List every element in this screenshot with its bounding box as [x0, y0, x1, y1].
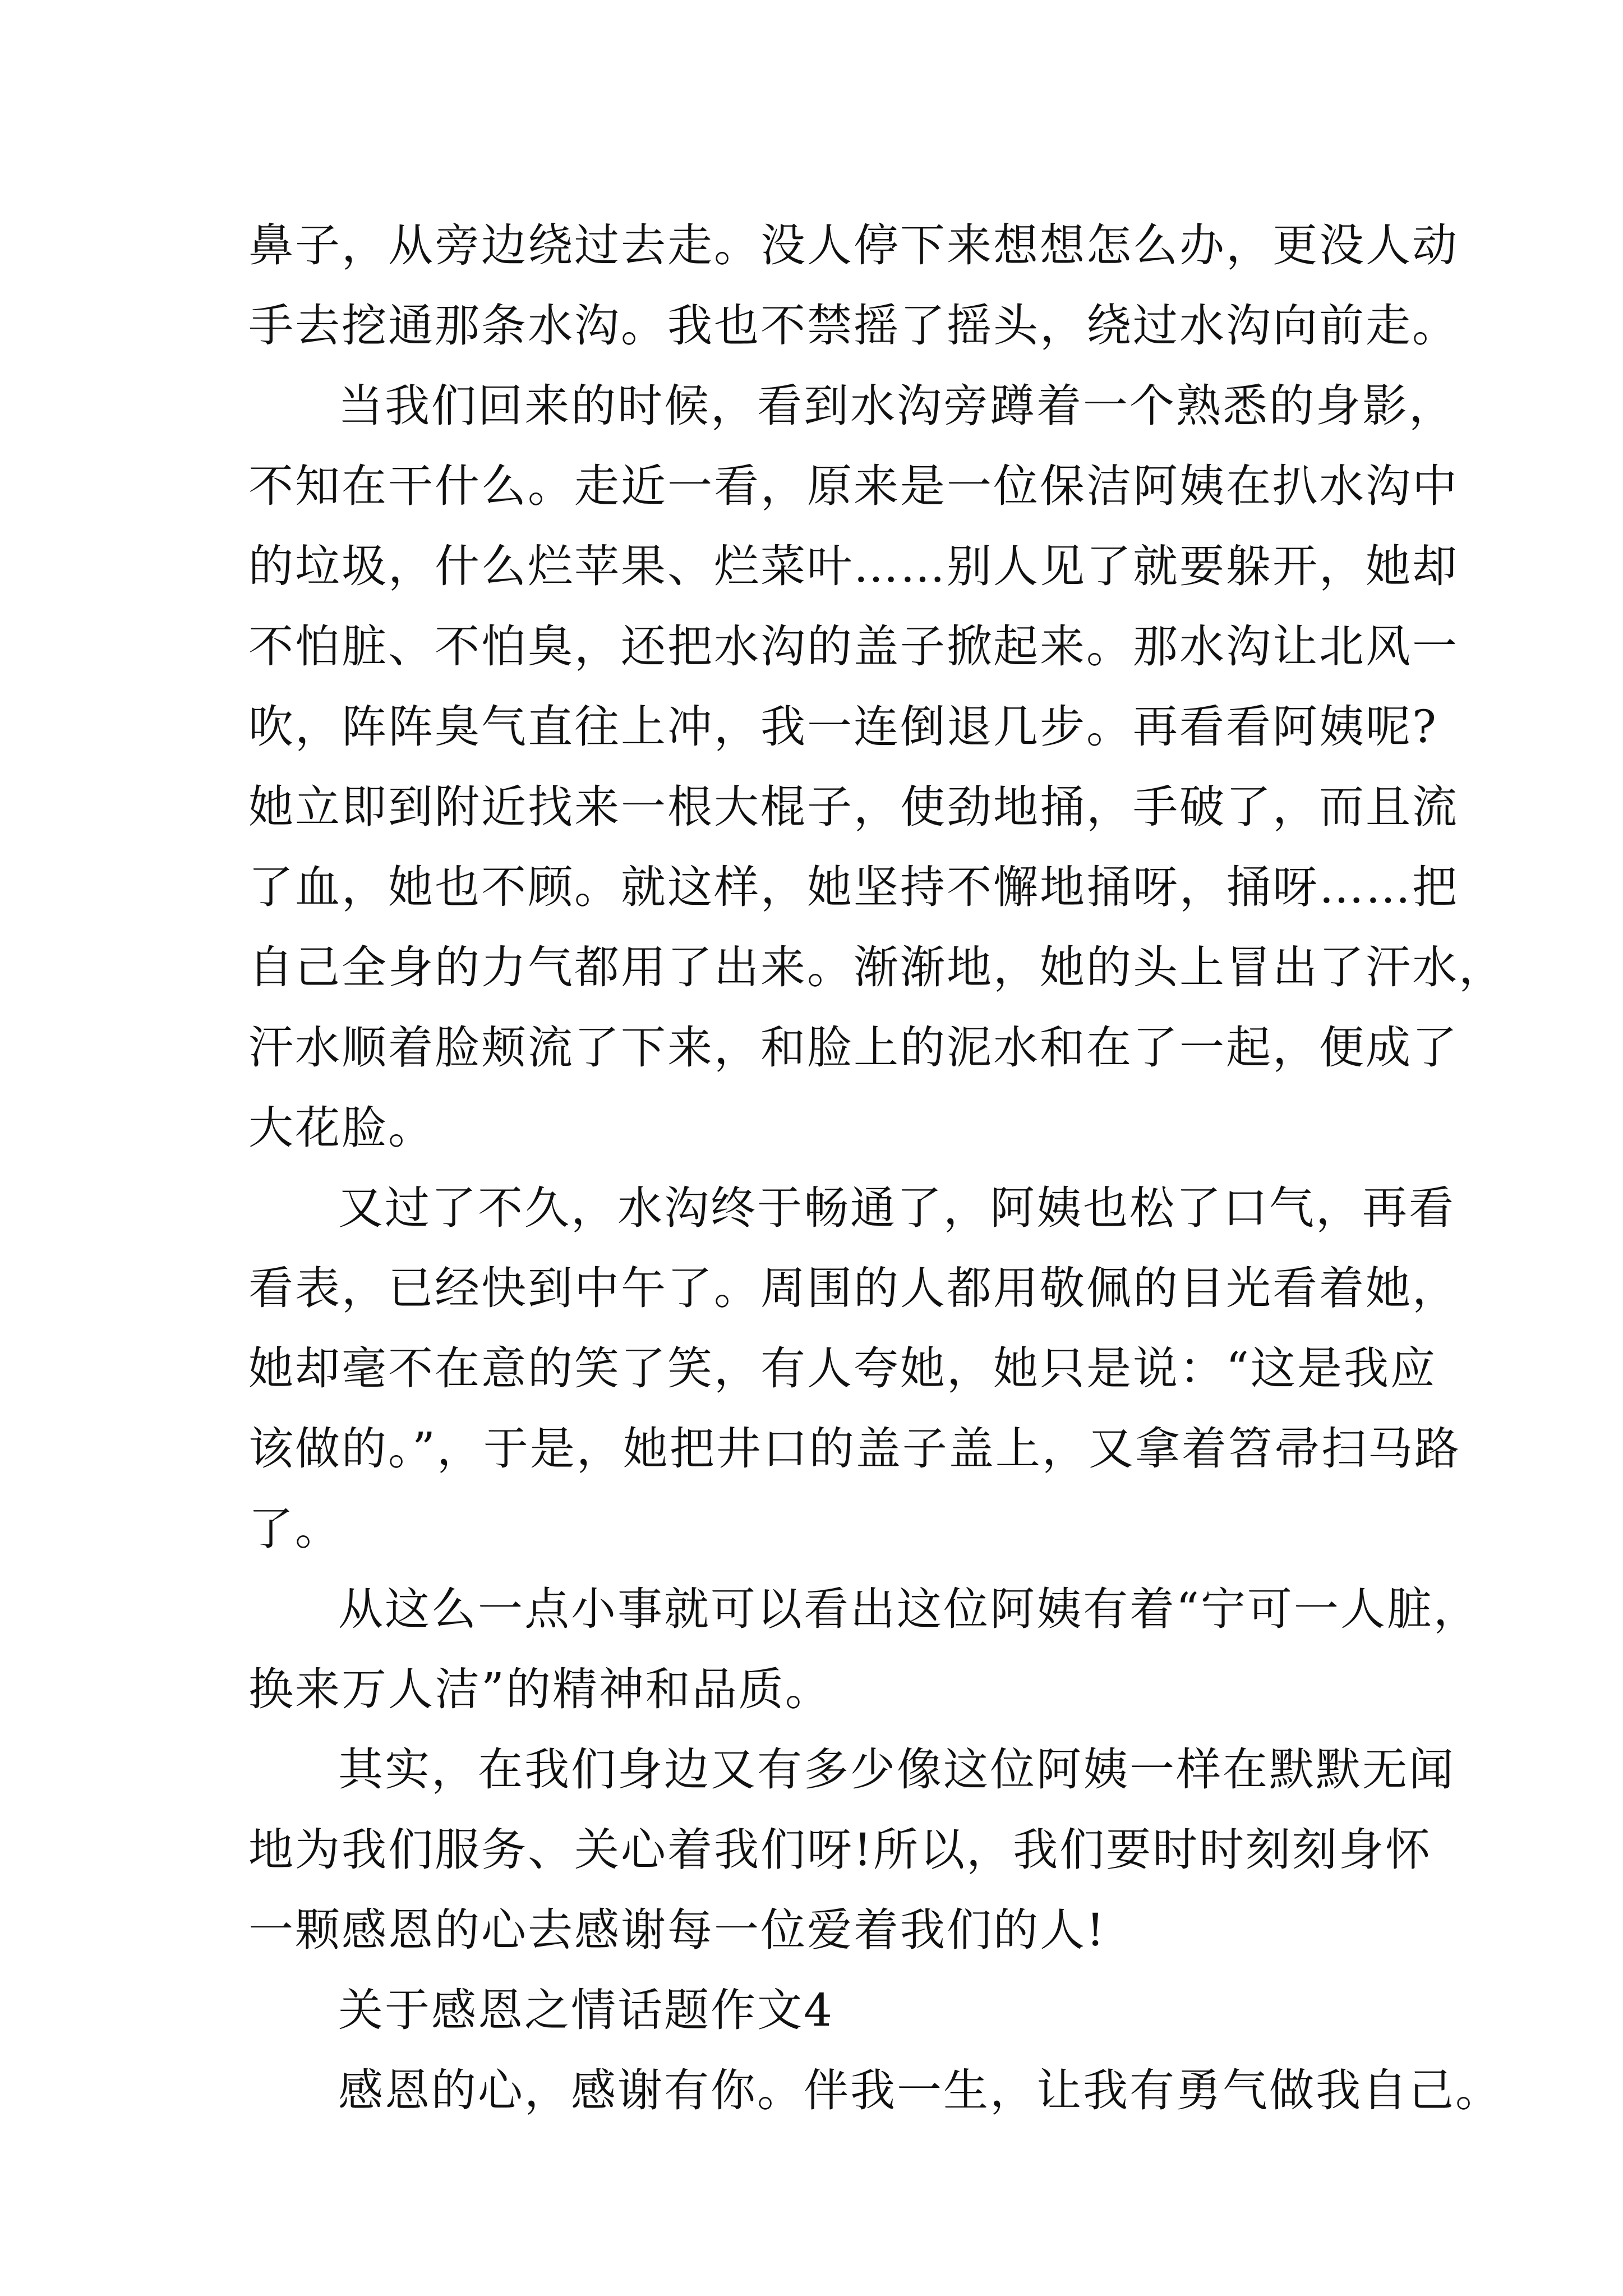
- text-line: 大花脸。: [248, 1102, 435, 1154]
- text-line: 手去挖通那条水沟。我也不禁摇了摇头，绕过水沟向前走。: [248, 300, 1459, 352]
- text-line: 了血，她也不顾。就这样，她坚持不懈地捅呀，捅呀……把: [248, 861, 1459, 913]
- text-line: 换来万人洁”的精神和品质。: [248, 1663, 832, 1715]
- paragraph-start-line: 又过了不久，水沟终于畅通了，阿姨也松了口气，再看: [338, 1182, 1455, 1234]
- text-line: 鼻子，从旁边绕过去走。没人停下来想想怎么办，更没人动: [248, 219, 1459, 272]
- text-line: 不怕脏、不怕臭，还把水沟的盖子掀起来。那水沟让北风一: [248, 620, 1459, 673]
- paragraph-start-line: 其实，在我们身边又有多少像这位阿姨一样在默默无闻: [338, 1743, 1455, 1796]
- text-line: 一颗感恩的心去感谢每一位爱着我们的人!: [248, 1904, 1106, 1956]
- text-line: 吹，阵阵臭气直往上冲，我一连倒退几步。再看看阿姨呢?: [248, 701, 1438, 753]
- paragraph-start-line: 从这么一点小事就可以看出这位阿姨有着“宁可一人脏，: [338, 1583, 1480, 1635]
- text-line: 的垃圾，什么烂苹果、烂菜叶……别人见了就要躲开，她却: [248, 540, 1459, 592]
- text-line: 地为我们服务、关心着我们呀!所以，我们要时时刻刻身怀: [248, 1824, 1432, 1876]
- text-line: 该做的。”，于是，她把井口的盖子盖上，又拿着笤帚扫马路: [248, 1423, 1461, 1475]
- section-heading: 关于感恩之情话题作文4: [338, 1984, 834, 2036]
- essay-body: [248, 205, 1505, 2131]
- text-line: 不知在干什么。走近一看，原来是一位保洁阿姨在扒水沟中: [248, 460, 1459, 512]
- text-line: 她却毫不在意的笑了笑，有人夸她，她只是说：“这是我应: [248, 1342, 1437, 1395]
- text-line: 她立即到附近找来一根大棍子，使劲地捅，手破了，而且流: [248, 781, 1459, 833]
- text-line: 看表，已经快到中午了。周围的人都用敬佩的目光看着她，: [248, 1262, 1459, 1314]
- text-line: 汗水顺着脸颊流了下来，和脸上的泥水和在了一起，便成了: [248, 1022, 1459, 1074]
- paragraph-start-line: 感恩的心，感谢有你。伴我一生，让我有勇气做我自己。: [338, 2064, 1502, 2116]
- paragraph-start-line: 当我们回来的时候，看到水沟旁蹲着一个熟悉的身影，: [338, 380, 1455, 432]
- text-line: 了。: [248, 1503, 342, 1555]
- text-line: 自己全身的力气都用了出来。渐渐地，她的头上冒出了汗水，: [248, 941, 1505, 993]
